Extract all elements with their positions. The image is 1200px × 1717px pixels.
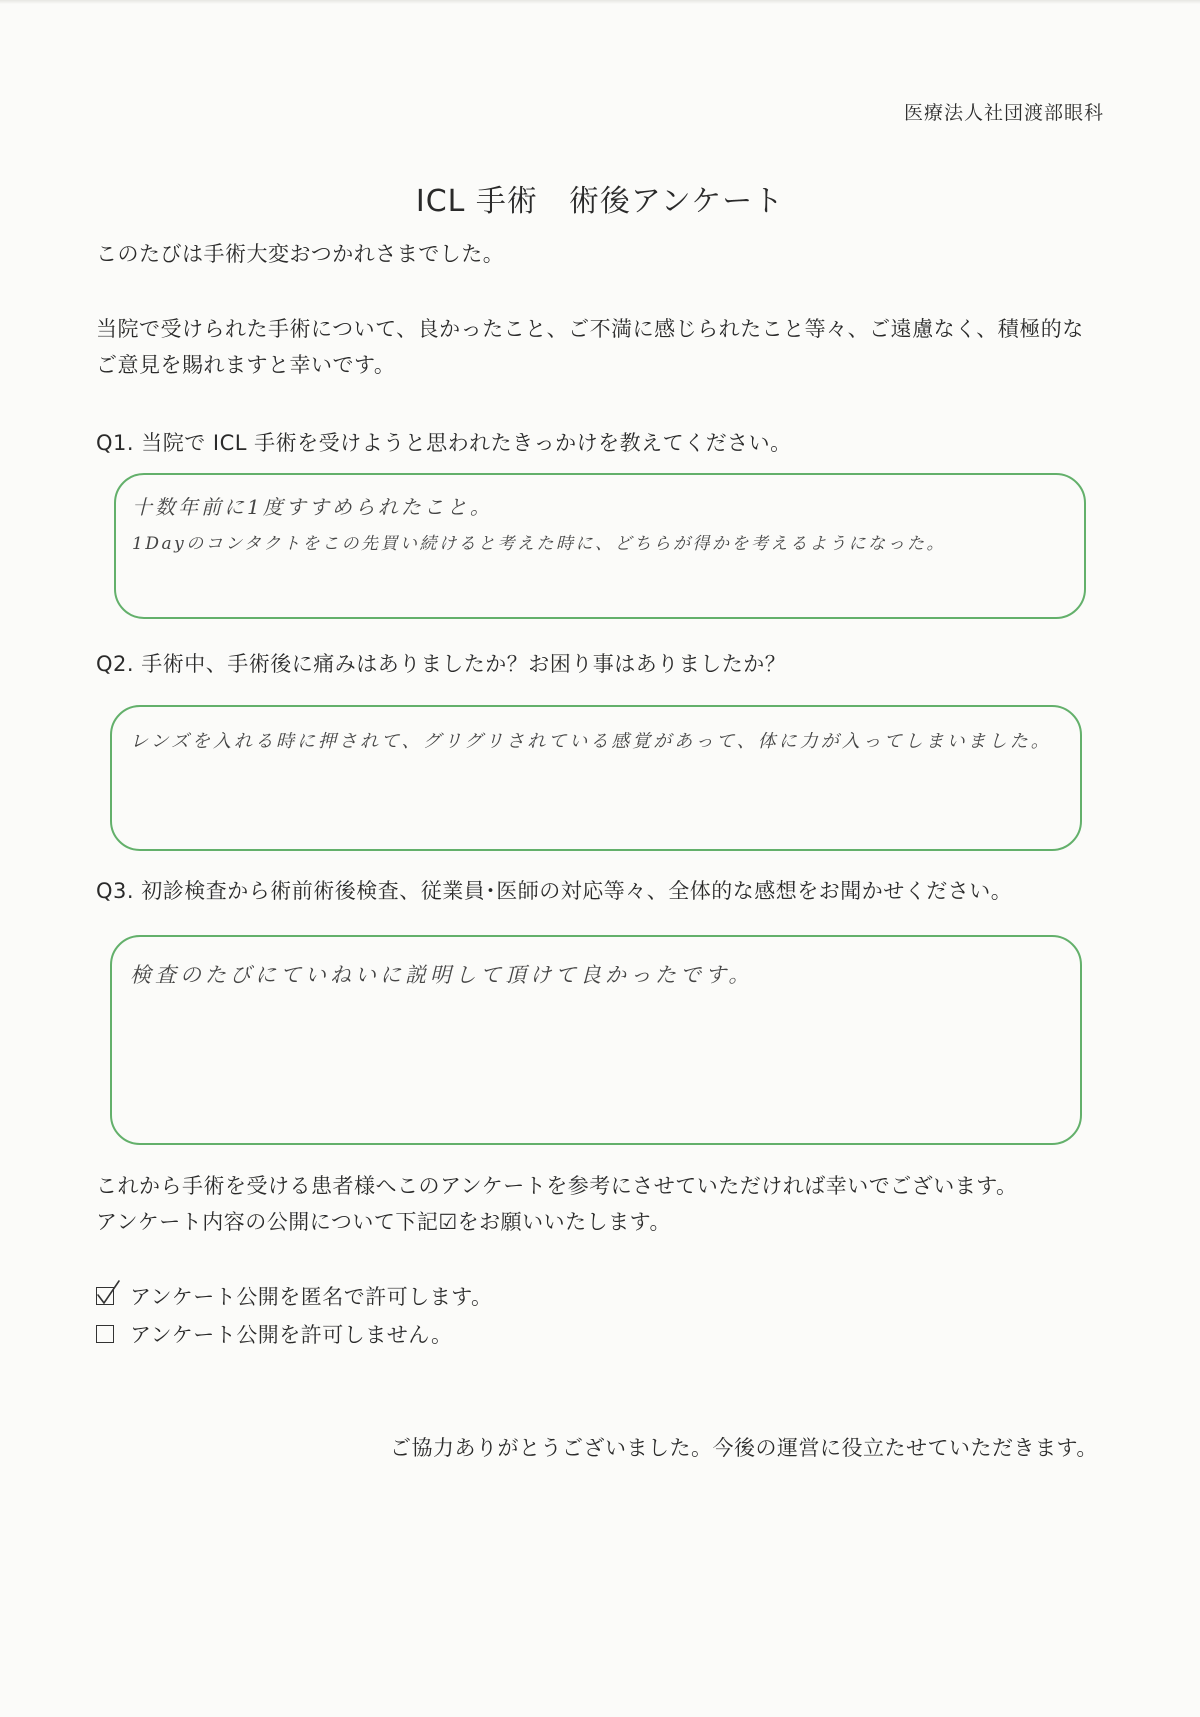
check-mark-icon — [95, 1279, 121, 1307]
question-3-answer-box[interactable] — [110, 935, 1082, 1145]
checkbox-checked[interactable] — [96, 1287, 114, 1305]
greeting-text: このたびは手術大変おつかれさまでした。 — [96, 242, 505, 266]
request-text-line1: 当院で受けられた手術について、良かったこと、ご不満に感じられたこと等々、ご遠慮なく、積極的な — [96, 317, 1084, 341]
checkbox-unchecked[interactable] — [96, 1325, 114, 1343]
question-2-label: Q2. 手術中、手術後に痛みはありましたか？お困り事はありましたか？ — [96, 652, 787, 676]
page-edge — [0, 0, 1200, 4]
question-3-label: Q3. 初診検査から術前術後検査、従業員･医師の対応等々、全体的な感想をお聞かせください。 — [96, 879, 1013, 903]
question-3-answer-line1: 検査のたびにていねいに説明して頂けて良かったです。 — [130, 963, 754, 987]
request-text-line2: ご意見を賜れますと幸いです。 — [96, 353, 396, 377]
question-1-answer-box[interactable] — [114, 473, 1086, 619]
question-2-answer-box[interactable] — [110, 705, 1082, 851]
option-anonymous-publish-label: アンケート公開を匿名で許可します。 — [130, 1285, 493, 1309]
question-2-answer-line1: レンズを入れる時に押されて、グリグリされている感覚があって、体に力が入ってしまいました。 — [130, 731, 1052, 752]
option-no-publish-label: アンケート公開を許可しません。 — [130, 1323, 453, 1347]
question-1-answer-line1: 十数年前に1度すすめられたこと。 — [132, 495, 493, 519]
question-1-answer-line2: 1Dayのコンタクトをこの先買い続けると考えた時に、どちらが得かを考えるようになった。 — [132, 534, 947, 554]
clinic-name: 医療法人社団渡部眼科 — [903, 102, 1104, 124]
thanks-text: ご協力ありがとうございました。今後の運営に役立たせていただきます。 — [390, 1436, 1098, 1460]
option-no-publish[interactable] — [96, 1319, 453, 1349]
publication-note-line1: これから手術を受ける患者様へこのアンケートを参考にさせていただければ幸いでございます。 — [96, 1174, 1018, 1198]
option-anonymous-publish[interactable] — [96, 1281, 493, 1311]
publication-note-line2: アンケート内容の公開について下記☑をお願いいたします。 — [96, 1210, 671, 1234]
survey-title: ICL 手術 術後アンケート — [415, 184, 785, 219]
question-1-label: Q1. 当院で ICL 手術を受けようと思われたきっかけを教えてください。 — [96, 431, 792, 455]
